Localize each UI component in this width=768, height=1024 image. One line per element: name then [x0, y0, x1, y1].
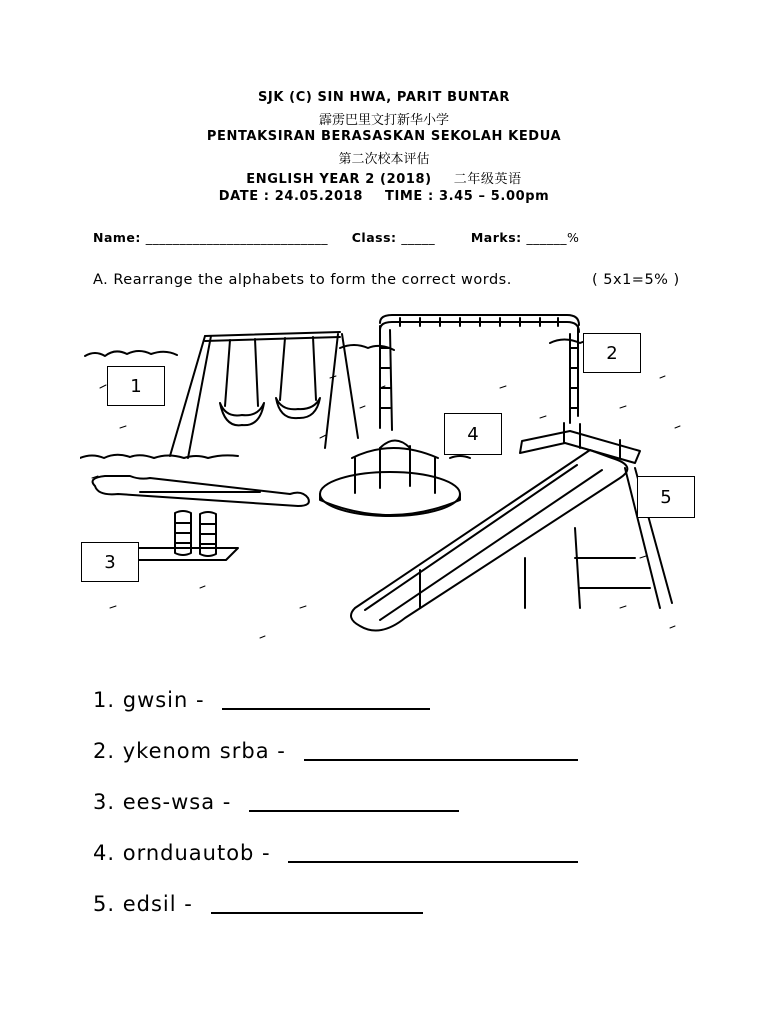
swing-set [170, 332, 358, 458]
scrambled-word: gwsin - [122, 688, 205, 712]
scrambled-word: ees-wsa - [122, 790, 232, 814]
school-name-chinese: 霹雳巴里文打新华小学 [318, 113, 449, 128]
school-name: SJK (C) SIN HWA, PARIT BUNTAR [257, 90, 511, 105]
question-2 [93, 739, 578, 763]
picture-label-5: 5 [637, 476, 695, 518]
scrambled-word: edsil - [122, 892, 193, 916]
marks-label: Marks: [470, 230, 522, 245]
picture-label-4: 4 [444, 413, 502, 455]
scrambled-word: ykenom srba - [122, 739, 286, 763]
answer-blank[interactable] [222, 688, 430, 710]
question-number: 2. [93, 739, 116, 763]
name-label: Name: [93, 230, 141, 245]
class-field[interactable]: _____ [401, 230, 436, 245]
question-number: 5. [93, 892, 116, 916]
question-number: 1. [93, 688, 116, 712]
date-time-line [0, 189, 768, 204]
exam-date: DATE : 24.05.2018 [218, 189, 363, 204]
subject-line [0, 168, 768, 187]
question-5 [93, 892, 423, 916]
picture-label-3: 3 [81, 542, 139, 582]
answer-blank[interactable] [249, 790, 459, 812]
assessment-title-chinese: 第二次校本评估 [338, 152, 430, 167]
scrambled-word: ornduautob - [122, 841, 271, 865]
question-1 [93, 688, 430, 712]
class-label: Class: [351, 230, 397, 245]
marks-field[interactable]: ______% [526, 230, 580, 245]
picture-label-2: 2 [583, 333, 641, 373]
question-number: 3. [93, 790, 116, 814]
question-3 [93, 790, 459, 814]
section-marks: ( 5x1=5% ) [592, 272, 680, 288]
question-4 [93, 841, 578, 865]
assessment-title: PENTAKSIRAN BERASASKAN SEKOLAH KEDUA [206, 129, 562, 144]
exam-time: TIME : 3.45 – 5.00pm [384, 189, 550, 204]
student-info-line [93, 230, 579, 245]
subject-chinese: 二年级英语 [453, 172, 522, 187]
section-instruction: A. Rearrange the alphabets to form the correct words. [93, 272, 512, 288]
answer-blank[interactable] [288, 841, 578, 863]
subject: ENGLISH YEAR 2 (2018) [246, 172, 432, 187]
grass-texture [92, 366, 680, 638]
name-field[interactable]: ___________________________ [145, 230, 329, 245]
answer-blank[interactable] [211, 892, 423, 914]
slide [351, 423, 672, 631]
merry-go-round [320, 441, 460, 517]
answer-blank[interactable] [304, 739, 578, 761]
picture-label-1: 1 [107, 366, 165, 406]
question-number: 4. [93, 841, 116, 865]
